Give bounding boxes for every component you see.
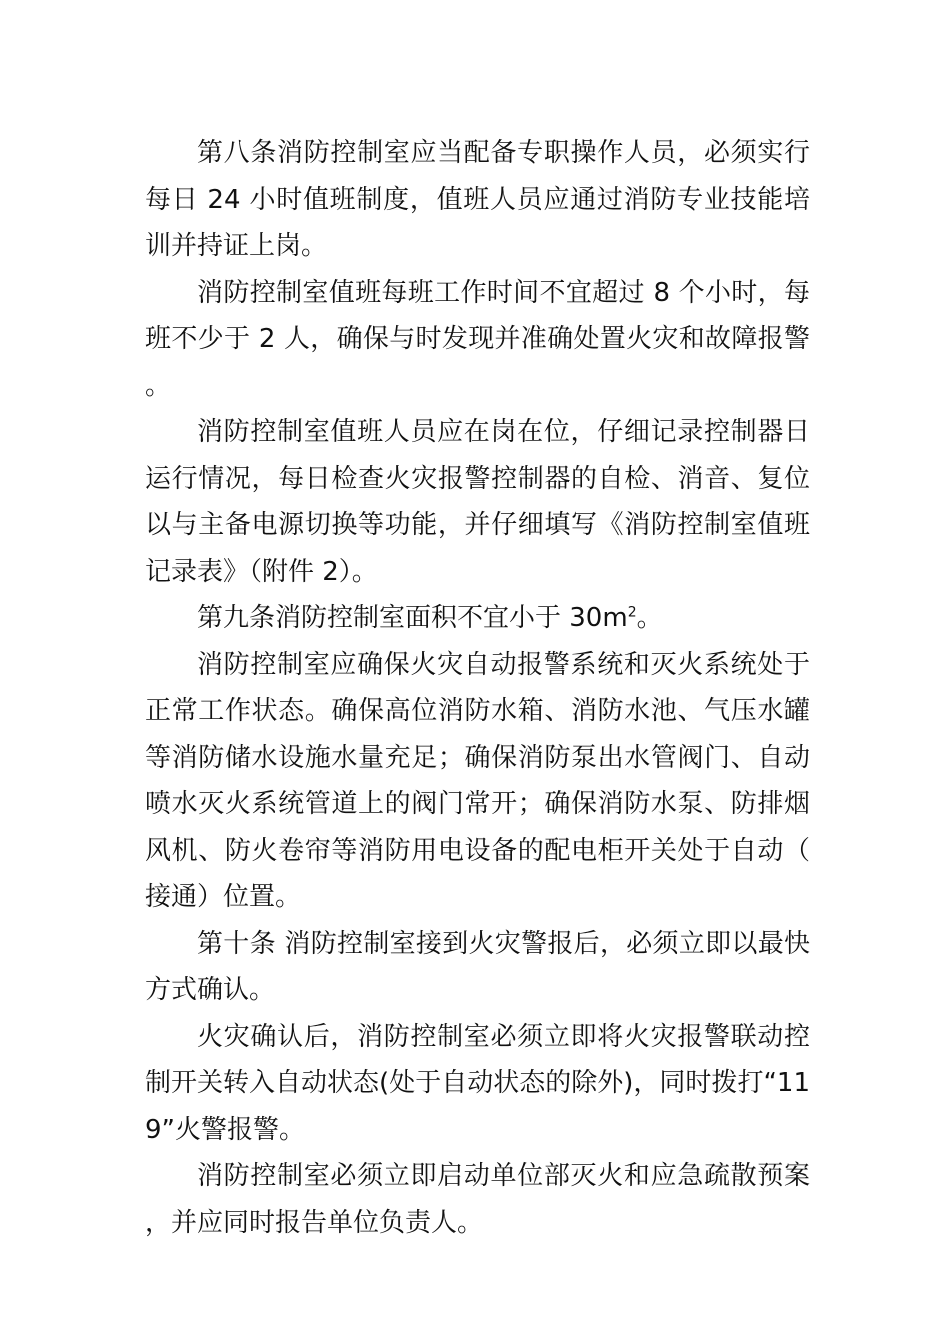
document-body: [145, 130, 810, 1246]
paragraph-system-status: 消防控制室应确保火灾自动报警系统和灭火系统处于正常工作状态。确保高位消防水箱、消防水池、气压水罐等消防储水设施水量充足；确保消防泵出水管阀门、自动喷水灭火系统管道上的阀门常开；确保消防水泵、防排烟风机、防火卷帘等消防用电设备的配电柜开关处于自动（接通）位置。: [145, 649, 810, 912]
paragraph-article-9: [145, 595, 810, 642]
paragraph-emergency-plan: 消防控制室必须立即启动单位部灭火和应急疏散预案，并应同时报告单位负责人。: [145, 1161, 810, 1238]
article-9-end: 。: [636, 603, 663, 633]
paragraph-article-8: 第八条消防控制室应当配备专职操作人员，必须实行每日 24 小时值班制度，值班人员应通过消防专业技能培训并持证上岗。: [145, 138, 810, 261]
area-unit-superscript: 2: [627, 604, 637, 621]
paragraph-fire-confirmed: 火灾确认后，消防控制室必须立即将火灾报警联动控制开关转入自动状态(处于自动状态的除外)，同时拨打“119”火警报警。: [145, 1021, 810, 1145]
paragraph-duty-records: 消防控制室值班人员应在岗在位，仔细记录控制器日运行情况，每日检查火灾报警控制器的自检、消音、复位以与主备电源切换等功能，并仔细填写《消防控制室值班记录表》（附件 2）。: [145, 417, 810, 587]
article-9-text: 第九条消防控制室面积不宜小于 30m: [197, 603, 628, 633]
paragraph-shift-hours: 消防控制室值班每班工作时间不宜超过 8 个小时，每班不少于 2 人，确保与时发现并准确处置火灾和故障报警。: [145, 277, 810, 401]
paragraph-article-10: 第十条 消防控制室接到火灾警报后，必须立即以最快方式确认。: [145, 928, 810, 1005]
